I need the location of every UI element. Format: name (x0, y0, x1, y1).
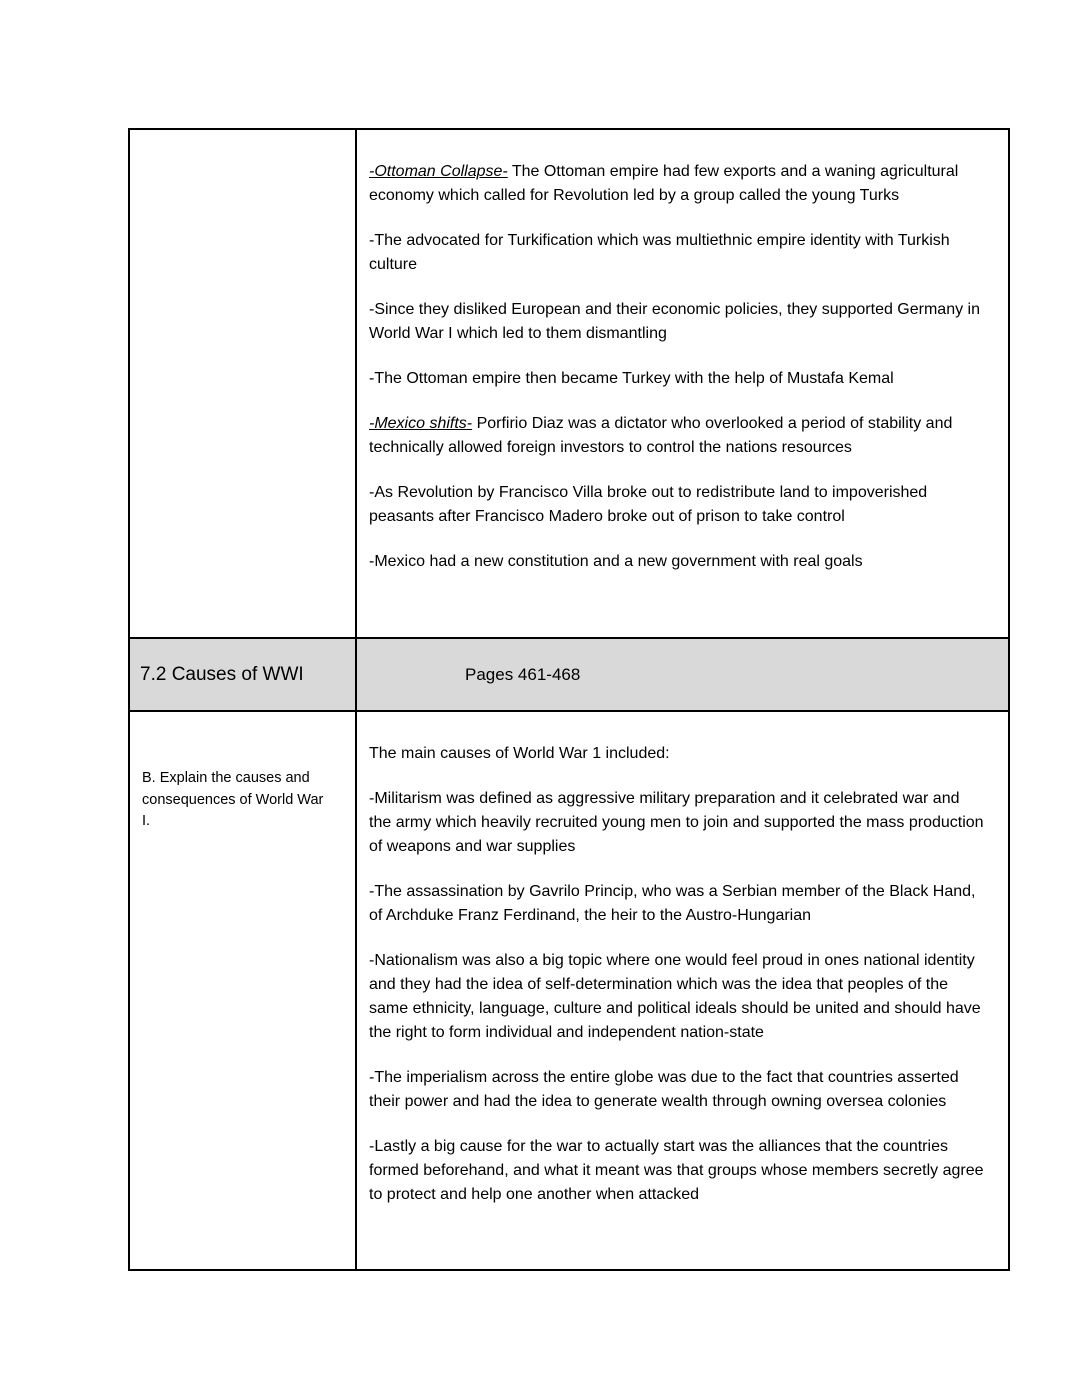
notes-cell-ottoman-mexico (356, 129, 1009, 638)
objective-text: B. Explain the causes and consequences of World War I. (142, 770, 324, 829)
note-paragraph (369, 298, 984, 346)
notes-cell-wwi-causes (356, 711, 1009, 1270)
note-text: The Ottoman empire had few exports and a waning agricultural economy which called for Revolution led by a group called the young Turks (369, 163, 959, 204)
note-paragraph (369, 787, 984, 859)
note-lead-ottoman-collapse: -Ottoman Collapse- (369, 163, 508, 180)
note-paragraph (369, 949, 984, 1045)
note-text: -The imperialism across the entire globe was due to the fact that countries asserted their power and had the idea to generate wealth through owning oversea colonies (369, 1069, 959, 1110)
note-paragraph (369, 1135, 984, 1207)
notes-table (128, 128, 1010, 1271)
note-text: -The Ottoman empire then became Turkey with the help of Mustafa Kemal (369, 370, 894, 387)
note-paragraph (369, 880, 984, 928)
table-row-notes-wwi-causes (129, 711, 1009, 1270)
section-title: 7.2 Causes of WWI (140, 663, 304, 685)
table-row-notes-ottoman-mexico (129, 129, 1009, 638)
note-text: -The advocated for Turkification which was multiethnic empire identity with Turkish culture (369, 232, 950, 273)
note-paragraph (369, 412, 984, 460)
section-pages-cell (356, 638, 1009, 711)
note-text: Porfirio Diaz was a dictator who overlooked a period of stability and technically allowed foreign investors to control the nations resources (369, 415, 953, 456)
note-text: -Lastly a big cause for the war to actually start was the alliances that the countries formed beforehand, and what it meant was that groups whose members secretly agree to protect and help one another when attacked (369, 1138, 984, 1203)
topic-cell-empty (129, 129, 356, 638)
section-pages: Pages 461-468 (465, 664, 581, 684)
note-text: -Militarism was defined as aggressive military preparation and it celebrated war and the army which heavily recruited young men to join and supported the mass production of weapons and war supplies (369, 790, 984, 855)
table-row-section-header (129, 638, 1009, 711)
note-text: -Since they disliked European and their economic policies, they supported Germany in World War I which led to them dismantling (369, 301, 980, 342)
note-paragraph (369, 229, 984, 277)
note-paragraph (369, 1066, 984, 1114)
note-paragraph (369, 367, 984, 391)
note-text: -As Revolution by Francisco Villa broke out to redistribute land to impoverished peasants after Francisco Madero broke out of prison to take control (369, 484, 928, 525)
topic-cell-objective (129, 711, 356, 1270)
note-lead-mexico-shifts: -Mexico shifts- (369, 415, 473, 432)
note-paragraph (369, 742, 984, 766)
note-text: -Mexico had a new constitution and a new government with real goals (369, 553, 863, 570)
note-text: -The assassination by Gavrilo Princip, who was a Serbian member of the Black Hand, of Archduke Franz Ferdinand, the heir to the Austro-Hungarian (369, 883, 976, 924)
section-title-cell (129, 638, 356, 711)
note-paragraph (369, 160, 984, 208)
note-paragraph (369, 550, 984, 574)
note-text: -Nationalism was also a big topic where one would feel proud in ones national identity and they had the idea of self-determination which was the idea that peoples of the same ethnicity, language, culture and political ideals should be united and should have the right to form individual and independent nation-state (369, 952, 981, 1041)
note-text: The main causes of World War 1 included: (369, 745, 670, 762)
note-paragraph (369, 481, 984, 529)
